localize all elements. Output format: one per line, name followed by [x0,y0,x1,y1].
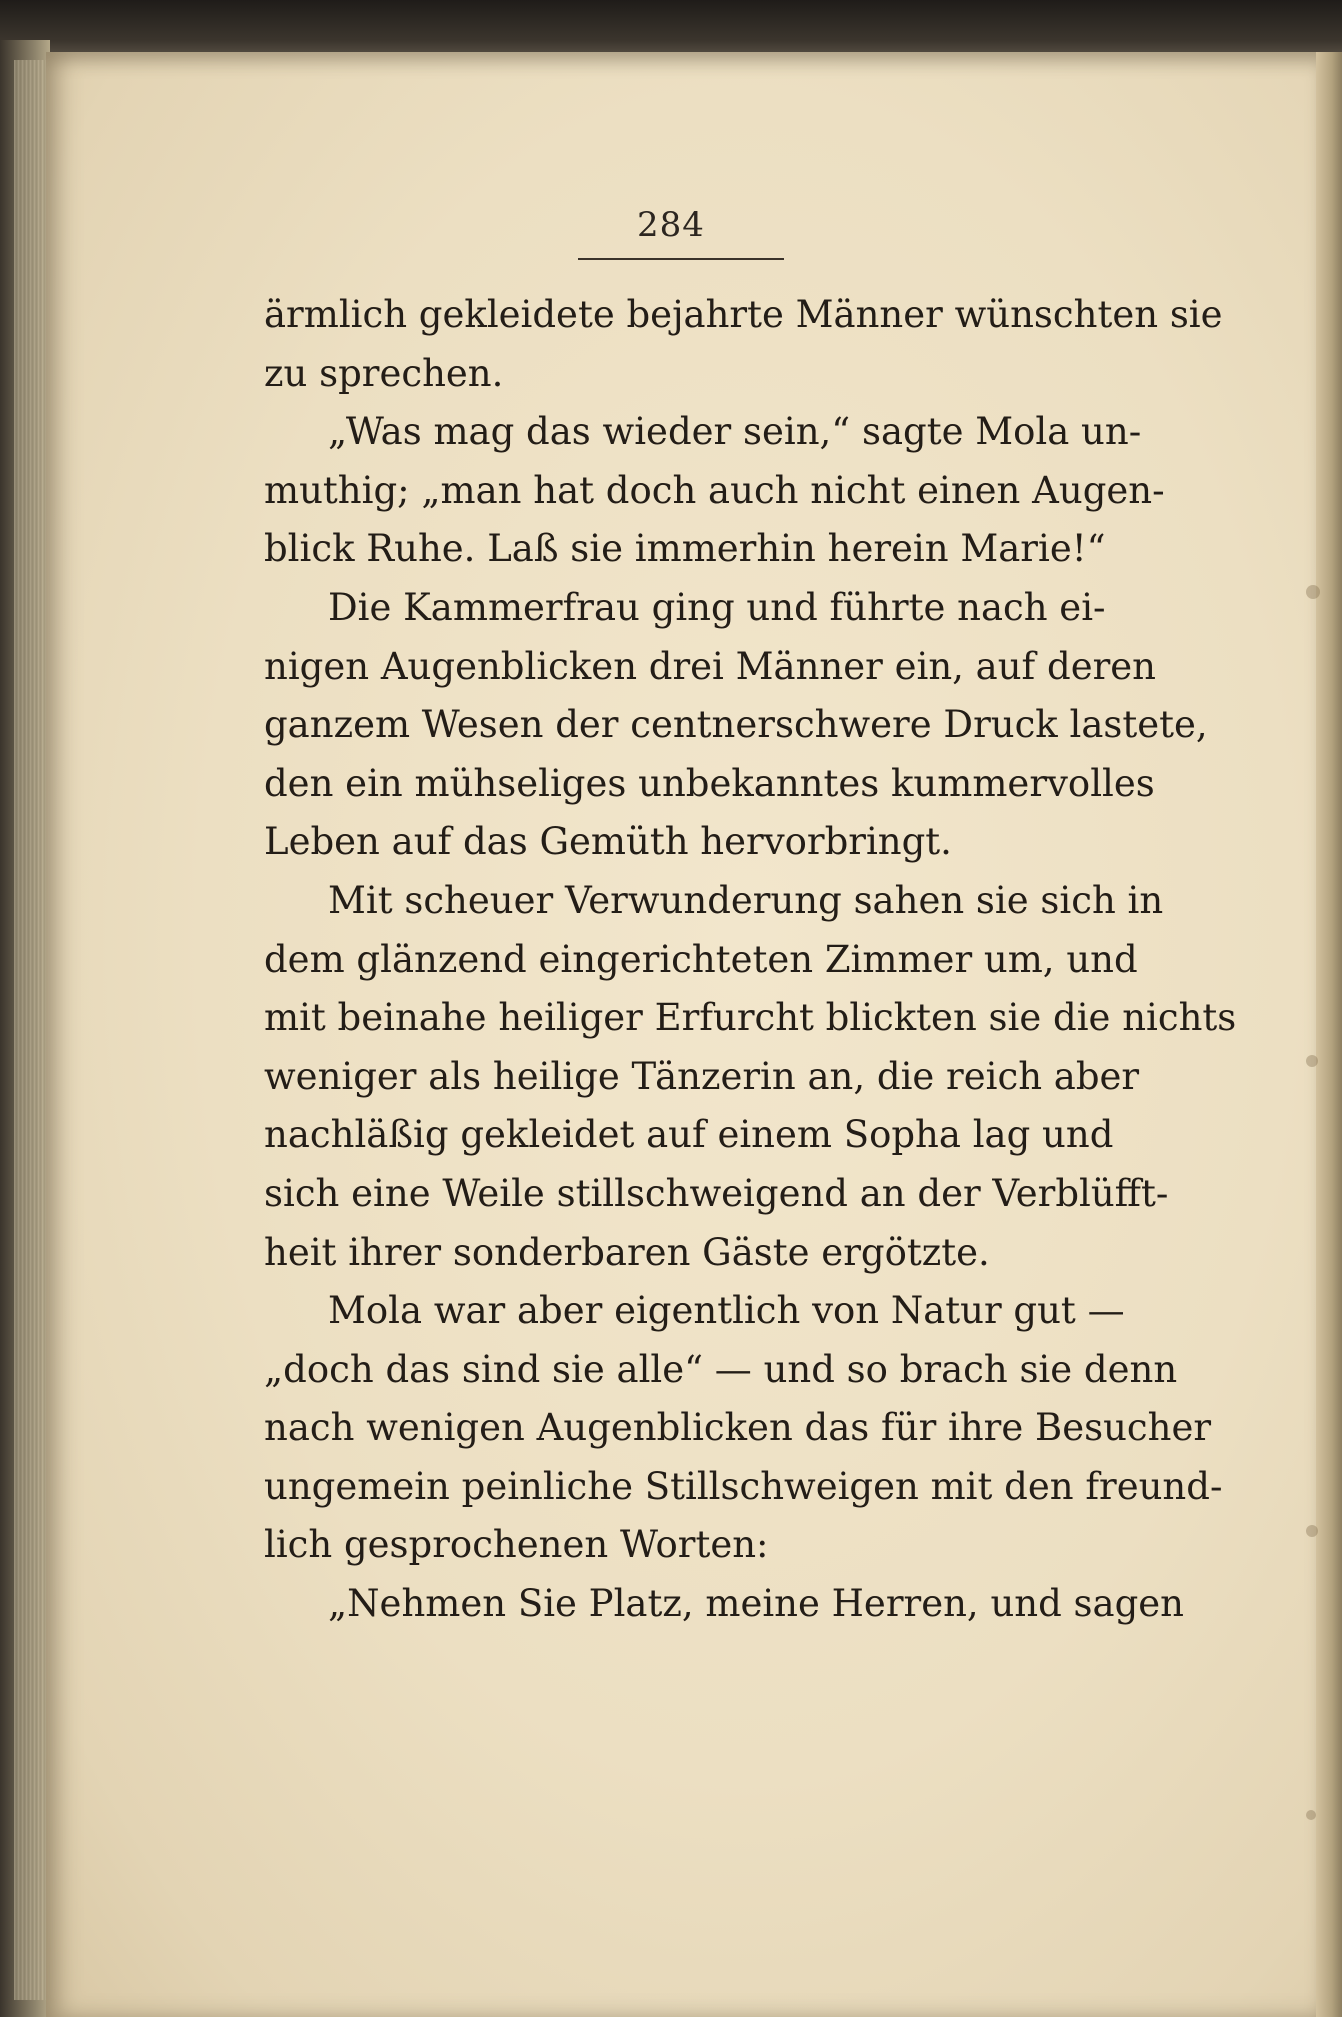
paper-blemish [1306,1055,1318,1067]
text-line: ungemein peinliche Stillschweigen mit den freund- [264,1464,1223,1508]
text-line: heit ihrer sonderbaren Gäste ergötzte. [264,1230,990,1274]
text-line: nachläßig gekleidet auf einem Sopha lag und [264,1113,1114,1157]
paper-blemish [1306,1525,1318,1537]
text-line: Mit scheuer Verwunderung sahen sie sich in [328,878,1164,922]
text-line: Mola war aber eigentlich von Natur gut — [328,1289,1125,1333]
text-line: blick Ruhe. Laß sie immerhin herein Marie!“ [264,527,1106,571]
text-line: muthig; „man hat doch auch nicht einen Augen- [264,468,1165,512]
page-right-edge [1316,52,1342,2017]
text-line: ganzem Wesen der centnerschwere Druck lastete, [264,703,1208,747]
text-line: „Was mag das wieder sein,“ sagte Mola un- [328,410,1142,454]
text-line: ärmlich gekleidete bejahrte Männer wünschten sie [264,293,1223,336]
paper-blemish [1306,585,1320,599]
text-line: zu sprechen. [264,351,504,395]
header-rule [578,258,784,260]
text-line: nigen Augenblicken drei Männer ein, auf deren [264,644,1157,688]
body-text [264,286,1237,1634]
text-line: nach wenigen Augenblicken das für ihre Besucher [264,1406,1212,1450]
text-line: Leben auf das Gemüth hervorbringt. [264,820,952,864]
text-line: sich eine Weile stillschweigend an der Verblüfft- [264,1171,1169,1215]
text-line: „doch das sind sie alle“ — und so brach sie denn [264,1347,1178,1391]
text-line: den ein mühseliges unbekanntes kummervolles [264,761,1155,805]
text-line: dem glänzend eingerichteten Zimmer um, und [264,937,1138,981]
book-top-edge [0,0,1342,58]
page-number: 284 [637,205,705,245]
text-line: lich gesprochenen Worten: [264,1523,769,1567]
paper-blemish [1306,1810,1316,1820]
text-line: weniger als heilige Tänzerin an, die reich aber [264,1054,1140,1098]
text-line: Die Kammerfrau ging und führte nach ei- [328,585,1106,629]
stacked-page-edges [14,60,50,2000]
text-line: „Nehmen Sie Platz, meine Herren, und sagen [328,1582,1185,1626]
text-line: mit beinahe heiliger Erfurcht blickten sie die nichts [264,996,1237,1040]
